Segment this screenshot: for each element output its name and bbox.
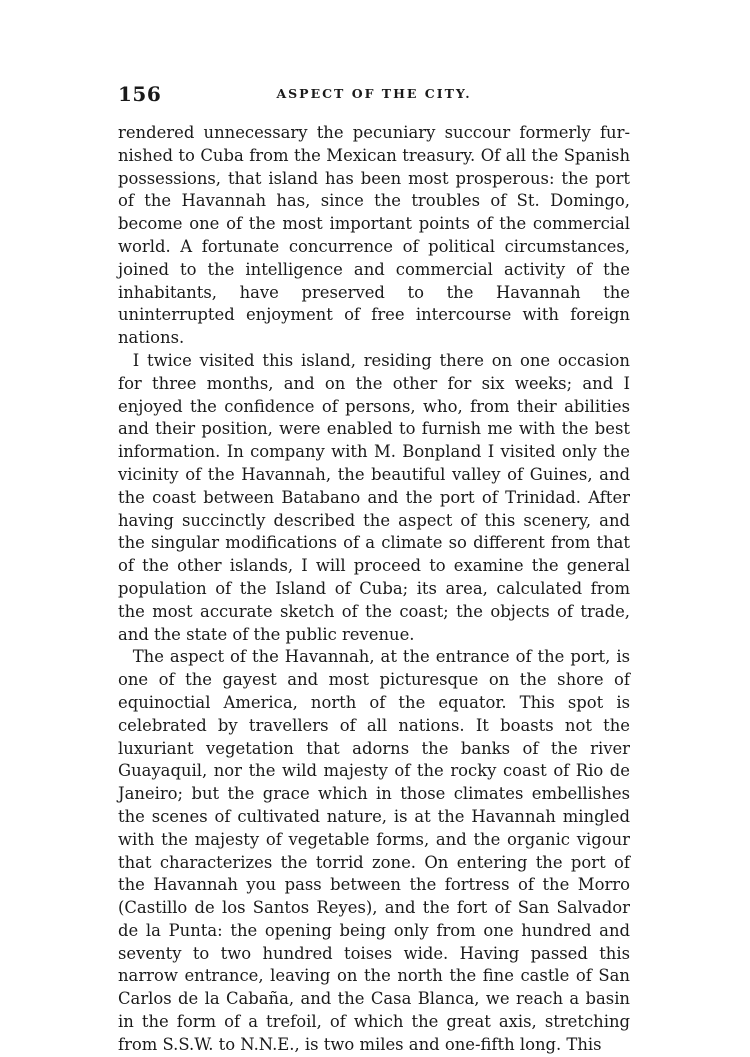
paragraph: I twice visited this island, residing there on one occasion for three months, and on the other for six weeks; and I enjoyed the confidence of persons, who, from their abilities and their position, were enabled to furnish me with the best information. In company with M. Bonpland I visited only the vicinity of the Havannah, the beautiful valley of Guines, and the coast between Batabano and the port of Trinidad. After having succinctly described the aspect of this scenery, and the singular modifications of a climate so different from that of the other islands, I will proceed to examine the general population of the Island of Cuba; its area, calculated from the most accurate sketch of the coast; the objects of trade, and the state of the public revenue.: [118, 350, 630, 644]
book-page: [118, 82, 630, 1057]
paragraph: rendered unnecessary the pecuniary succour formerly fur-nished to Cuba from the Mexican treasury. Of all the Spanish possessions, that island has been most prosperous: the port of the Havannah has, since the troubles of St. Domingo, become one of the most important points of the commercial world. A fortunate concurrence of political circumstances, joined to the intelligence and commercial activity of the inhabitants, have preserved to the Havannah the uninterrupted enjoyment of free intercourse with foreign nations.: [118, 123, 630, 348]
page-header: [118, 82, 630, 112]
page-number: 156: [118, 82, 162, 106]
running-head: ASPECT OF THE CITY.: [276, 86, 472, 101]
body-text: [118, 122, 630, 1057]
paragraph: The aspect of the Havannah, at the entrance of the port, is one of the gayest and most picturesque on the shore of equinoctial America, north of the equator. This spot is celebrated by travellers of all nations. It boasts not the luxuriant vegetation that adorns the banks of the river Guayaquil, nor the wild majesty of the rocky coast of Rio de Janeiro; but the grace which in those climates embellishes the scenes of cultivated nature, is at the Havannah mingled with the majesty of vegetable forms, and the organic vigour that characterizes the torrid zone. On entering the port of the Havannah you pass between the fortress of the Morro (Castillo de los Santos Reyes), and the fort of San Salvador de la Punta: the opening being only from one hundred and seventy to two hundred toises wide. Having passed this narrow entrance, leaving on the north the fine castle of San Carlos de la Cabaña, and the Casa Blanca, we reach a basin in the form of a trefoil, of which the great axis, stretching from S.S.W. to N.N.E., is two miles and one-fifth long. This: [118, 647, 630, 1054]
